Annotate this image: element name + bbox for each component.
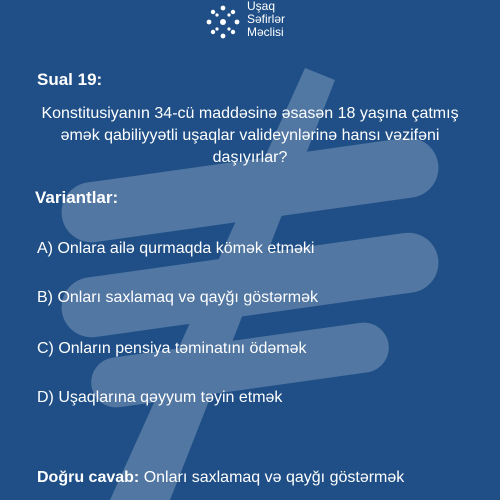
- question-title: Sual 19:: [37, 70, 103, 89]
- logo-line-1: Uşaq: [247, 0, 276, 13]
- logo-line-3: Məclisi: [247, 25, 284, 39]
- correct-answer-text: Onları saxlamaq və qayğı göstərmək: [143, 469, 405, 486]
- sun-logo-icon: [203, 2, 243, 42]
- option-a[interactable]: A) Onlara ailə qurmaqda kömək etməki: [37, 240, 315, 257]
- question-line-2: əmək qabiliyyətli uşaqlar valideynlərinə hansı vəzifəni: [60, 127, 440, 144]
- logo-wordmark: [247, 0, 285, 39]
- option-b[interactable]: B) Onları saxlamaq və qayğı göstərmək: [37, 289, 319, 306]
- question-text: [20, 103, 480, 169]
- question-line-1: Konstitusiyanın 34-cü maddəsinə əsasən 18 yaşına çatmış: [41, 105, 459, 122]
- option-d[interactable]: D) Uşaqlarına qəyyum təyin etmək: [37, 389, 283, 406]
- option-c[interactable]: C) Onların pensiya təminatını ödəmək: [37, 340, 307, 357]
- question-line-3: daşıyırlar?: [212, 149, 288, 166]
- logo-line-2: Səfirlər: [247, 12, 286, 26]
- correct-answer: [37, 469, 404, 487]
- correct-answer-label: Doğru cavab:: [37, 469, 140, 486]
- organization-logo: [203, 0, 323, 44]
- variants-heading: Variantlar:: [35, 188, 119, 207]
